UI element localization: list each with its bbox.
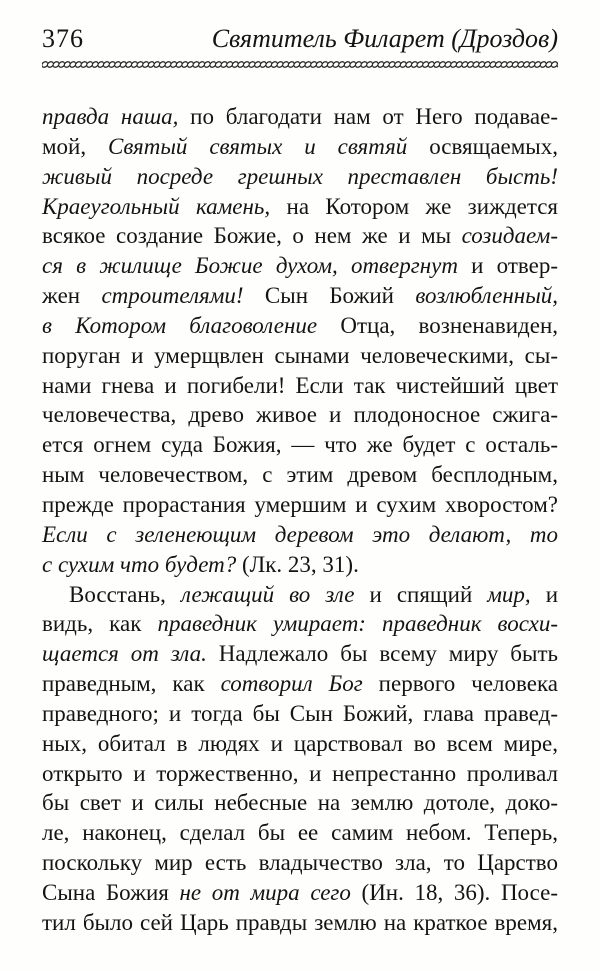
text-line <box>42 311 558 341</box>
text-line <box>42 490 558 520</box>
text-segment: ным человечеством, с этим древом бесплодным, <box>42 462 558 488</box>
text-segment: по благодати нам от Него подавае- <box>178 104 559 129</box>
text-segment: тил было сей Царь правды землю на краткое время, <box>42 909 558 935</box>
text-segment: (Лк. 23, 31). <box>236 551 359 577</box>
text-line <box>42 848 558 878</box>
text-line <box>42 162 558 192</box>
running-head: Святитель Филарет (Дроздов) <box>211 24 558 53</box>
text-line <box>42 908 558 938</box>
text-segment: ных, обитал в людях и царствовал во всем мире, <box>42 730 558 756</box>
italic-text-segment: Краеугольный камень, <box>42 193 271 219</box>
text-line <box>42 132 558 162</box>
italic-text-segment: Святый святых и святяй <box>108 133 430 159</box>
italic-text-segment: с сухим что будет? <box>42 551 237 577</box>
text-line <box>42 430 558 460</box>
text-line <box>42 878 558 908</box>
text-line <box>42 609 558 639</box>
text-segment: и отвер- <box>457 253 558 279</box>
text-segment: Сына Божия <box>42 879 180 905</box>
text-segment: освящаемых, <box>429 133 558 159</box>
text-segment: Отца, возненавиден, <box>340 312 558 338</box>
text-line <box>42 729 558 759</box>
text-line <box>42 639 558 669</box>
text-segment: поруган и умерщвлен сынами человеческими, сы- <box>42 342 558 368</box>
italic-text-segment: сотворил Бог <box>220 671 363 697</box>
page-header <box>42 25 558 53</box>
text-segment: Сын Божий <box>243 283 416 309</box>
text-line <box>42 400 558 430</box>
text-line <box>42 520 558 550</box>
text-segment: праведным, как <box>42 671 221 697</box>
text-segment: видь, как <box>42 611 158 637</box>
text-segment: мой, <box>42 133 109 159</box>
text-line <box>42 759 558 789</box>
text-line <box>42 669 558 699</box>
italic-text-segment: не от мира сего <box>179 879 351 905</box>
italic-text-segment: живый посреде грешных преставлен бысть! <box>42 163 558 189</box>
text-segment: ле, наконец, сделал бы ее самим небом. Теперь, <box>42 820 558 846</box>
text-segment: всякое создание Божие, о нем же и мы <box>42 223 462 249</box>
text-segment: прежде прорастания умершим и сухим хворостом? <box>42 491 558 517</box>
text-segment: открыто и торжественно, и непрестанно проливал <box>42 760 558 786</box>
text-line <box>42 281 558 311</box>
text-segment: первого человека <box>362 671 558 697</box>
text-segment: жен <box>42 283 102 309</box>
text-line <box>42 818 558 848</box>
page-body <box>42 102 558 938</box>
text-line <box>42 341 558 371</box>
italic-text-segment: созидаем- <box>461 223 558 249</box>
italic-text-segment: строителями! <box>101 283 244 309</box>
text-line <box>42 221 558 251</box>
text-segment: Надлежало бы всему миру быть <box>206 641 559 667</box>
italic-text-segment: мир, <box>487 581 531 607</box>
text-segment: поскольку мир есть владычество зла, то Царство <box>42 850 558 876</box>
text-line <box>42 251 558 281</box>
text-segment: Восстань, <box>69 581 181 607</box>
text-segment: бы свет и силы небесные на землю дотоле, доко- <box>42 790 558 816</box>
italic-text-segment: в Котором благоволение <box>42 312 341 338</box>
italic-text-segment: возлюбленный, <box>415 283 559 309</box>
text-segment: нами гнева и погибели! Если так чистейший цвет <box>42 372 558 398</box>
text-segment: ется огнем суда Божия, — что же будет с осталь- <box>42 432 558 458</box>
rope-ornament-rule <box>42 60 558 69</box>
italic-text-segment: лежащий во зле <box>180 581 355 607</box>
text-line <box>42 192 558 222</box>
text-line <box>42 788 558 818</box>
italic-text-segment: щается от зла. <box>42 641 207 667</box>
text-segment: (Ин. 18, 36). Посе- <box>350 879 558 905</box>
text-segment: человечества, древо живое и плодоносное сжига- <box>42 402 558 428</box>
text-line <box>42 102 558 132</box>
text-segment: и <box>530 581 558 607</box>
text-line <box>42 580 558 610</box>
text-line <box>42 699 558 729</box>
italic-text-segment: Если с зеленеющим деревом это делают, то <box>42 521 558 547</box>
page-number: 376 <box>42 24 84 53</box>
text-line <box>42 460 558 490</box>
italic-text-segment: праведник умирает: праведник восхи- <box>157 611 558 637</box>
text-line <box>42 550 558 580</box>
text-segment: и спящий <box>354 581 488 607</box>
text-segment: праведного; и тогда бы Сын Божий, глава правед- <box>42 700 558 726</box>
italic-text-segment: ся в жилище Божие духом, отвергнут <box>42 253 458 279</box>
text-segment: на Котором же зиждется <box>270 193 558 219</box>
italic-text-segment: правда наша, <box>42 104 179 129</box>
text-line <box>42 371 558 401</box>
